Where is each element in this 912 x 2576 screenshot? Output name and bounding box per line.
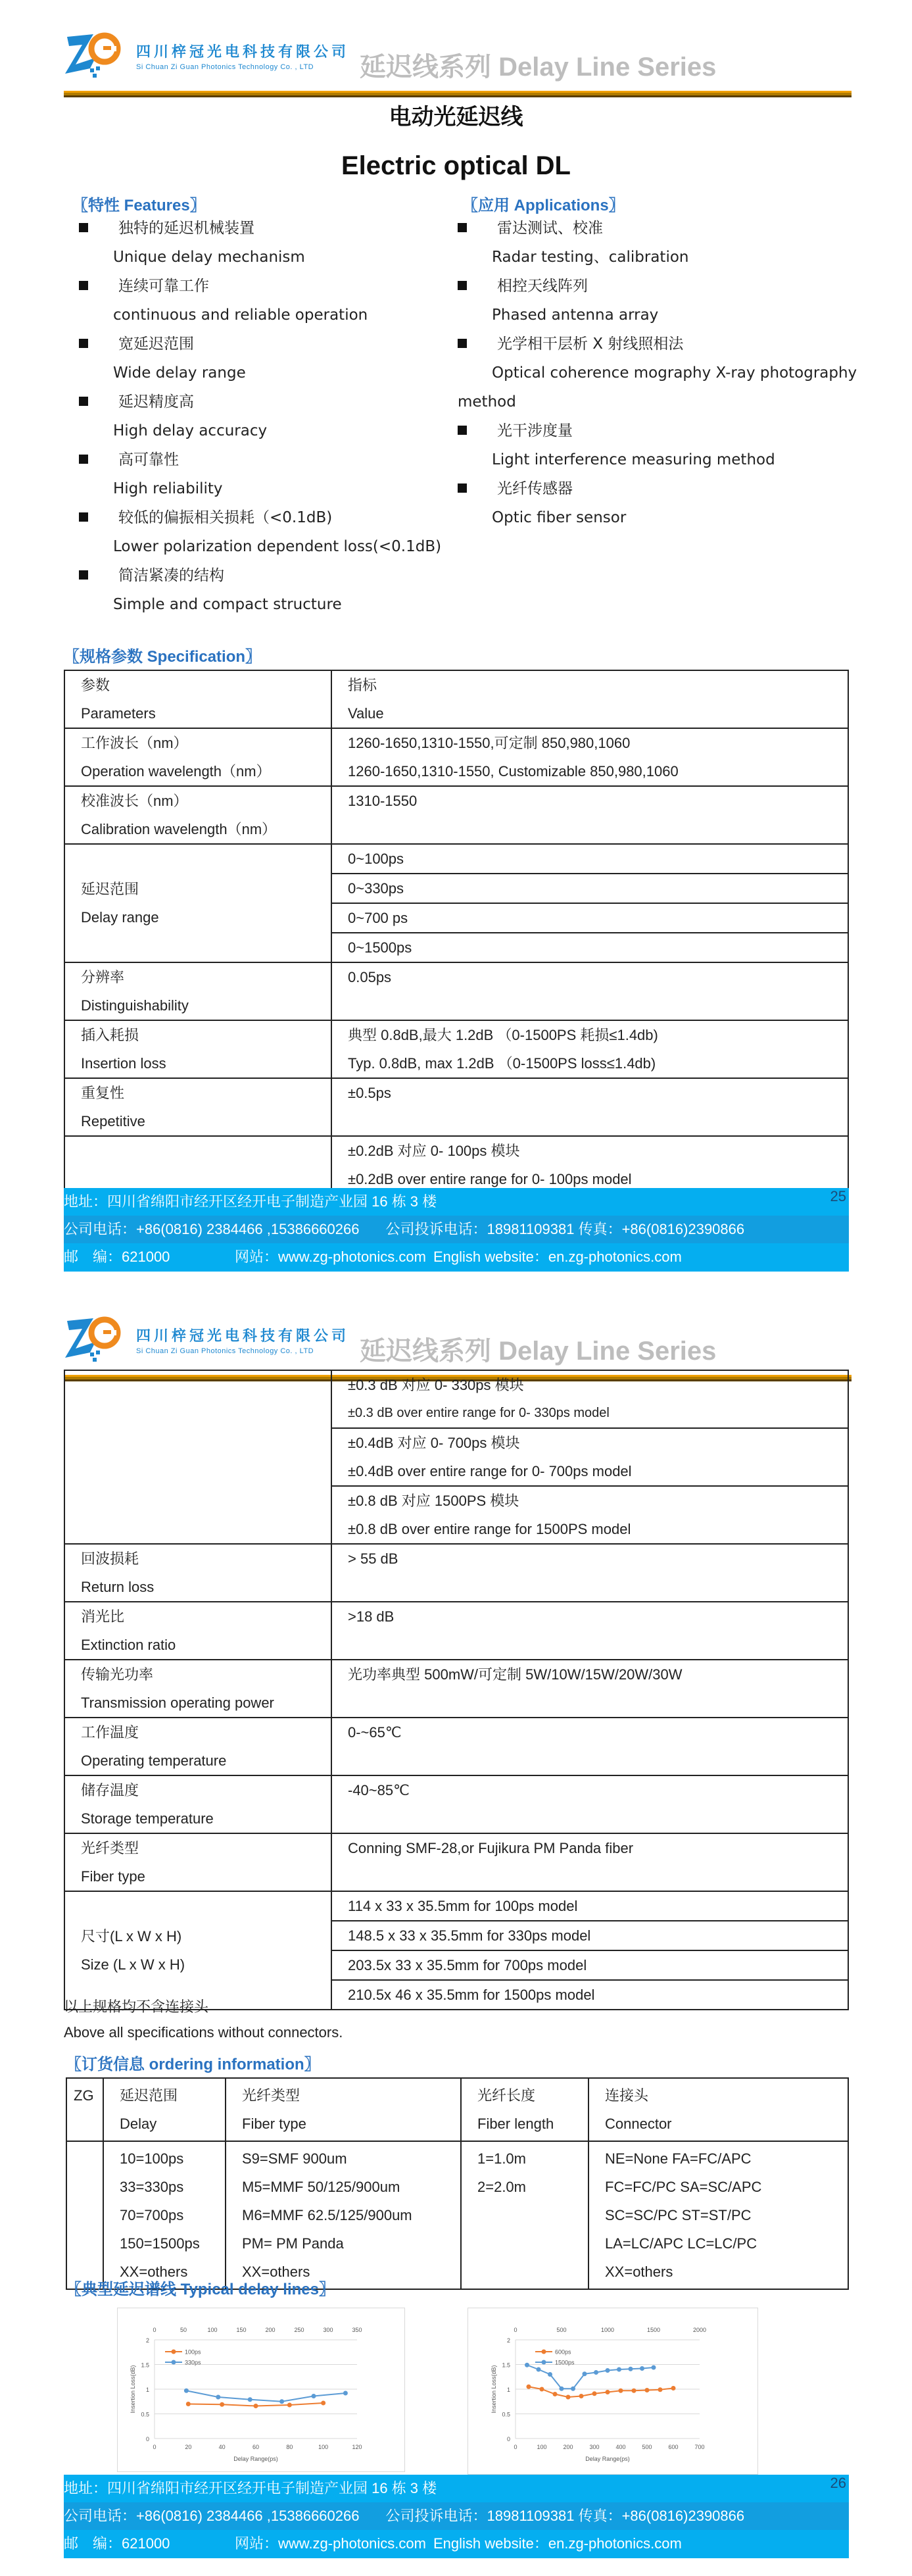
- svg-text:1.5: 1.5: [502, 2362, 510, 2369]
- svg-text:1000: 1000: [600, 2327, 615, 2333]
- value: 210.5x 46 x 35.5mm for 1500ps model: [348, 1987, 595, 2003]
- table-row: [64, 1833, 848, 1891]
- column-header: Fiber type: [242, 2116, 306, 2132]
- svg-text:20: 20: [185, 2444, 192, 2450]
- feature-en: High reliability: [113, 480, 223, 497]
- svg-text:500: 500: [556, 2327, 567, 2333]
- footer-en-website[interactable]: English website：en.zg-photonics.com: [433, 2535, 682, 2552]
- footer-address: 地址：四川省绵阳市经开区经开电子制造产业园 16 栋 3 楼: [64, 2480, 437, 2496]
- value: > 55 dB: [348, 1550, 398, 1567]
- svg-text:Insertion Loss(dB): Insertion Loss(dB): [130, 2365, 136, 2414]
- table-row: [64, 1136, 848, 1194]
- svg-text:40: 40: [218, 2444, 226, 2450]
- cell: 10=100ps: [120, 2150, 184, 2167]
- product-title-cn: 电动光延迟线: [389, 104, 523, 130]
- typical-heading: 〖典型延迟谱线 Typical delay lines〗: [66, 2281, 335, 2298]
- column-header: ZG: [74, 2087, 94, 2104]
- specification-heading: 〖规格参数 Specification〗: [64, 648, 262, 666]
- cell: PM= PM Panda: [242, 2235, 344, 2252]
- cell: 1=1.0m: [477, 2150, 526, 2167]
- table-row: [64, 1078, 848, 1136]
- footer-en-website[interactable]: English website：en.zg-photonics.com: [433, 1249, 682, 1265]
- svg-text:0.5: 0.5: [141, 2411, 149, 2418]
- table-row: [64, 962, 848, 1020]
- value: >18 dB: [348, 1608, 395, 1625]
- svg-text:300: 300: [323, 2327, 333, 2333]
- svg-text:0: 0: [153, 2444, 156, 2450]
- footer-phone: 公司电话：+86(0816) 2384466 ,15386660266: [64, 2508, 360, 2524]
- svg-text:1: 1: [145, 2387, 149, 2393]
- cell: LA=LC/APC LC=LC/PC: [605, 2235, 757, 2252]
- svg-text:50: 50: [180, 2327, 187, 2333]
- features-list: [79, 214, 447, 619]
- svg-text:200: 200: [265, 2327, 276, 2333]
- param-en: Return loss: [81, 1579, 155, 1595]
- feature-cn: 独特的延迟机械装置: [118, 220, 254, 237]
- param-cn: 插入耗损: [81, 1027, 139, 1043]
- param-cn: 校准波长（nm）: [81, 793, 188, 809]
- svg-text:Delay Range(ps): Delay Range(ps): [585, 2456, 630, 2462]
- application-en: Phased antenna array: [492, 307, 659, 324]
- note-en: Above all specifications without connectors.: [64, 2024, 343, 2041]
- svg-text:2: 2: [145, 2337, 149, 2344]
- svg-text:150: 150: [236, 2327, 247, 2333]
- bullet-icon: [458, 426, 467, 435]
- bullet-icon: [79, 512, 88, 522]
- value: 0~100ps: [348, 851, 404, 867]
- cell: FC=FC/PC SA=SC/APC: [605, 2179, 762, 2195]
- product-title-en: Electric optical DL: [341, 151, 571, 180]
- value: 148.5 x 33 x 35.5mm for 330ps model: [348, 1927, 591, 1944]
- svg-text:250: 250: [294, 2327, 304, 2333]
- svg-text:100: 100: [537, 2444, 547, 2450]
- value: 0.05ps: [348, 969, 392, 985]
- series-title: 延迟线系列 Delay Line Series: [360, 1337, 717, 1366]
- column-header: Fiber length: [477, 2116, 554, 2132]
- applications-heading: 〖应用 Applications〗: [462, 197, 625, 214]
- value: 0-~65℃: [348, 1724, 402, 1741]
- param-en: Storage temperature: [81, 1810, 214, 1827]
- param-cn: 分辨率: [81, 969, 125, 985]
- application-cn: 相控天线阵列: [497, 278, 588, 295]
- table-row: [64, 1370, 848, 1428]
- value: Conning SMF-28,or Fujikura PM Panda fiber: [348, 1840, 634, 1856]
- svg-text:1: 1: [506, 2387, 510, 2393]
- feature-en: High delay accuracy: [113, 422, 268, 439]
- svg-text:500: 500: [642, 2444, 652, 2450]
- company-name-en: Si Chuan Zi Guan Photonics Technology Co. , LTD: [136, 63, 314, 71]
- param-cn: 工作温度: [81, 1724, 139, 1741]
- value: 1260-1650,1310-1550, Customizable 850,980,1060: [348, 763, 679, 780]
- spec-table-page2: [64, 1370, 849, 2010]
- cell: 70=700ps: [120, 2207, 184, 2223]
- param-en: Distinguishability: [81, 997, 189, 1014]
- page-number: 26: [830, 2475, 846, 2491]
- table-row: [64, 786, 848, 844]
- page-number: 25: [830, 1188, 846, 1204]
- value: ±0.8 dB 对应 1500PS 模块: [348, 1493, 519, 1509]
- svg-text:80: 80: [286, 2444, 293, 2450]
- param-en: Calibration wavelength（nm）: [81, 821, 277, 837]
- bullet-icon: [79, 455, 88, 464]
- feature-cn: 高可靠性: [118, 451, 179, 468]
- bullet-icon: [458, 281, 467, 290]
- header-value-cn: 指标: [348, 677, 377, 693]
- svg-text:0: 0: [514, 2327, 517, 2333]
- application-en-cont: method: [458, 393, 516, 410]
- cell: M5=MMF 50/125/900um: [242, 2179, 400, 2195]
- ordering-heading: 〖订货信息 ordering information〗: [66, 2056, 320, 2073]
- footer-website[interactable]: 网站：www.zg-photonics.com: [235, 2535, 426, 2552]
- footer-address: 地址：四川省绵阳市经开区经开电子制造产业园 16 栋 3 楼: [64, 1193, 437, 1210]
- svg-text:350: 350: [352, 2327, 362, 2333]
- value: ±0.4dB over entire range for 0- 700ps model: [348, 1463, 632, 1479]
- feature-en: Simple and compact structure: [113, 596, 342, 613]
- spec-table-page1: [64, 670, 849, 1195]
- column-header: Connector: [605, 2116, 672, 2132]
- cell: 2=2.0m: [477, 2179, 526, 2195]
- line-chart: [118, 2308, 404, 2471]
- feature-cn: 简洁紧凑的结构: [118, 567, 224, 584]
- cell: SC=SC/PC ST=ST/PC: [605, 2207, 752, 2223]
- table-row: [64, 1775, 848, 1833]
- param-en: Size (L x W x H): [81, 1956, 185, 1973]
- table-row: [64, 728, 848, 786]
- bullet-icon: [79, 397, 88, 406]
- table-row: [66, 2141, 848, 2289]
- svg-text:100: 100: [207, 2327, 218, 2333]
- cell: XX=others: [242, 2264, 310, 2280]
- header-divider: [64, 91, 852, 97]
- chart-600-1500ps: [468, 2308, 758, 2475]
- svg-text:330ps: 330ps: [185, 2359, 201, 2366]
- svg-text:2000: 2000: [692, 2327, 707, 2333]
- column-header: 光纤长度: [477, 2087, 536, 2104]
- param-en: Operating temperature: [81, 1752, 227, 1769]
- table-row: [64, 1602, 848, 1660]
- bullet-icon: [79, 223, 88, 232]
- param-en: Operation wavelength（nm）: [81, 763, 271, 780]
- company-name-cn: 四川梓冠光电科技有限公司: [136, 1328, 350, 1345]
- bullet-icon: [79, 339, 88, 348]
- application-cn: 光纤传感器: [497, 480, 573, 497]
- param-en: Insertion loss: [81, 1055, 166, 1072]
- column-header: 连接头: [605, 2087, 649, 2104]
- value: 典型 0.8dB,最大 1.2dB （0-1500PS 耗损≤1.4db): [348, 1027, 658, 1043]
- footer-phone: 公司电话：+86(0816) 2384466 ,15386660266: [64, 1221, 360, 1237]
- param-cn: 光纤类型: [81, 1840, 139, 1856]
- zg-logo-icon: [64, 1314, 123, 1367]
- footer-complaint: 公司投诉电话：18981109381 传真：+86(0816)2390866: [385, 2508, 745, 2524]
- cell: S9=SMF 900um: [242, 2150, 347, 2167]
- value: 0~700 ps: [348, 910, 408, 926]
- svg-text:0.5: 0.5: [502, 2411, 510, 2418]
- param-cn: 回波损耗: [81, 1550, 139, 1567]
- application-cn: 光学相干层析 X 射线照相法: [497, 335, 684, 353]
- svg-text:1.5: 1.5: [141, 2362, 149, 2369]
- param-en: Delay range: [81, 909, 159, 926]
- table-row: [64, 1718, 848, 1775]
- svg-text:400: 400: [615, 2444, 626, 2450]
- application-en: Optic fiber sensor: [492, 509, 627, 526]
- table-row: [64, 1660, 848, 1718]
- table-row: [64, 1020, 848, 1078]
- svg-text:1500: 1500: [646, 2327, 661, 2333]
- svg-text:0: 0: [514, 2444, 517, 2450]
- footer-postcode: 邮 编：621000: [64, 1249, 170, 1265]
- value: -40~85℃: [348, 1782, 410, 1798]
- param-cn: 传输光功率: [81, 1666, 154, 1683]
- value: Typ. 0.8dB, max 1.2dB （0-1500PS loss≤1.4db): [348, 1055, 656, 1072]
- feature-cn: 较低的偏振相关损耗（<0.1dB): [118, 509, 333, 526]
- param-en: Extinction ratio: [81, 1637, 176, 1653]
- feature-cn: 延迟精度高: [118, 393, 194, 410]
- param-cn: 消光比: [81, 1608, 125, 1625]
- feature-cn: 连续可靠工作: [118, 278, 209, 295]
- value: 光功率典型 500mW/可定制 5W/10W/15W/20W/30W: [348, 1666, 683, 1683]
- value: 203.5x 33 x 35.5mm for 700ps model: [348, 1957, 587, 1973]
- footer-complaint: 公司投诉电话：18981109381 传真：+86(0816)2390866: [385, 1221, 745, 1237]
- application-cn: 光干涉度量: [497, 422, 573, 439]
- table-row: [64, 844, 848, 874]
- param-cn: 重复性: [81, 1085, 125, 1101]
- value: ±0.8 dB over entire range for 1500PS model: [348, 1521, 631, 1537]
- svg-text:700: 700: [694, 2444, 705, 2450]
- page-footer-1: [64, 1188, 849, 1272]
- application-en: Radar testing、calibration: [492, 249, 689, 266]
- feature-en: continuous and reliable operation: [113, 307, 368, 324]
- page-footer-2: [64, 2475, 849, 2558]
- value: ±0.2dB over entire range for 0- 100ps model: [348, 1171, 632, 1187]
- header-param-cn: 参数: [81, 677, 110, 693]
- cell: 33=330ps: [120, 2179, 184, 2195]
- svg-text:0: 0: [145, 2436, 149, 2442]
- footer-website[interactable]: 网站：www.zg-photonics.com: [235, 1249, 426, 1265]
- cell: 150=1500ps: [120, 2235, 200, 2252]
- application-en: Light interference measuring method: [492, 451, 775, 468]
- value: ±0.5ps: [348, 1085, 391, 1101]
- column-header: 延迟范围: [120, 2087, 178, 2104]
- svg-text:1500ps: 1500ps: [555, 2359, 575, 2366]
- cell: M6=MMF 62.5/125/900um: [242, 2207, 412, 2223]
- svg-text:300: 300: [589, 2444, 600, 2450]
- table-row: [66, 2078, 848, 2141]
- series-title: 延迟线系列 Delay Line Series: [360, 53, 717, 82]
- feature-en: Lower polarization dependent loss(<0.1dB): [113, 538, 442, 555]
- features-heading: 〖特性 Features〗: [72, 197, 206, 214]
- value: ±0.3 dB 对应 0- 330ps 模块: [348, 1377, 524, 1393]
- svg-text:60: 60: [252, 2444, 260, 2450]
- table-row: [64, 670, 848, 728]
- svg-text:600ps: 600ps: [555, 2348, 571, 2356]
- svg-text:Delay Range(ps): Delay Range(ps): [233, 2456, 278, 2462]
- feature-cn: 宽延迟范围: [118, 335, 194, 353]
- bullet-icon: [458, 483, 467, 493]
- feature-en: Wide delay range: [113, 364, 246, 382]
- cell: XX=others: [120, 2264, 188, 2280]
- param-en: Transmission operating power: [81, 1695, 274, 1711]
- chart-100-330ps: [117, 2308, 405, 2472]
- column-header: Delay: [120, 2116, 157, 2132]
- svg-text:0: 0: [506, 2436, 510, 2442]
- param-cn: 储存温度: [81, 1782, 139, 1798]
- svg-text:2: 2: [506, 2337, 510, 2344]
- value: ±0.4dB 对应 0- 700ps 模块: [348, 1435, 520, 1451]
- svg-text:600: 600: [668, 2444, 679, 2450]
- param-cn: 工作波长（nm）: [81, 735, 188, 751]
- value: ±0.2dB 对应 0- 100ps 模块: [348, 1143, 520, 1159]
- ordering-table: [66, 2077, 849, 2290]
- zg-logo-icon: [64, 30, 123, 83]
- column-header: 光纤类型: [242, 2087, 300, 2104]
- table-row: [64, 1544, 848, 1602]
- company-name-cn: 四川梓冠光电科技有限公司: [136, 44, 350, 61]
- svg-text:100ps: 100ps: [185, 2348, 201, 2356]
- header-value-en: Value: [348, 705, 384, 722]
- value: 114 x 33 x 35.5mm for 100ps model: [348, 1898, 578, 1914]
- svg-text:0: 0: [153, 2327, 156, 2333]
- value: 1260-1650,1310-1550,可定制 850,980,1060: [348, 735, 631, 751]
- note-cn: 以上规格均不含连接头: [64, 1998, 209, 2015]
- value: ±0.3 dB over entire range for 0- 330ps model: [348, 1406, 610, 1420]
- svg-text:120: 120: [352, 2444, 362, 2450]
- value: 0~330ps: [348, 880, 404, 897]
- header-param-en: Parameters: [81, 705, 156, 722]
- bullet-icon: [458, 339, 467, 348]
- param-cn: 延迟范围: [81, 881, 139, 897]
- bullet-icon: [458, 223, 467, 232]
- param-en: Fiber type: [81, 1868, 145, 1885]
- application-cn: 雷达测试、校准: [497, 220, 603, 237]
- bullet-icon: [79, 570, 88, 580]
- svg-text:100: 100: [318, 2444, 329, 2450]
- table-row: [64, 1891, 848, 1921]
- bullet-icon: [79, 281, 88, 290]
- param-en: Repetitive: [81, 1113, 145, 1129]
- cell: XX=others: [605, 2264, 673, 2280]
- svg-text:Insertion Loss(dB): Insertion Loss(dB): [491, 2365, 497, 2414]
- applications-list: [458, 214, 865, 532]
- feature-en: Unique delay mechanism: [113, 249, 305, 266]
- svg-text:200: 200: [563, 2444, 573, 2450]
- value: 1310-1550: [348, 793, 418, 809]
- application-en: Optical coherence mography X-ray photography: [492, 364, 857, 382]
- param-cn: 尺寸(L x W x H): [81, 1928, 182, 1944]
- line-chart: [468, 2308, 757, 2474]
- cell: NE=None FA=FC/APC: [605, 2150, 752, 2167]
- value: 0~1500ps: [348, 939, 412, 956]
- footer-postcode: 邮 编：621000: [64, 2535, 170, 2552]
- company-name-en: Si Chuan Zi Guan Photonics Technology Co. , LTD: [136, 1347, 314, 1355]
